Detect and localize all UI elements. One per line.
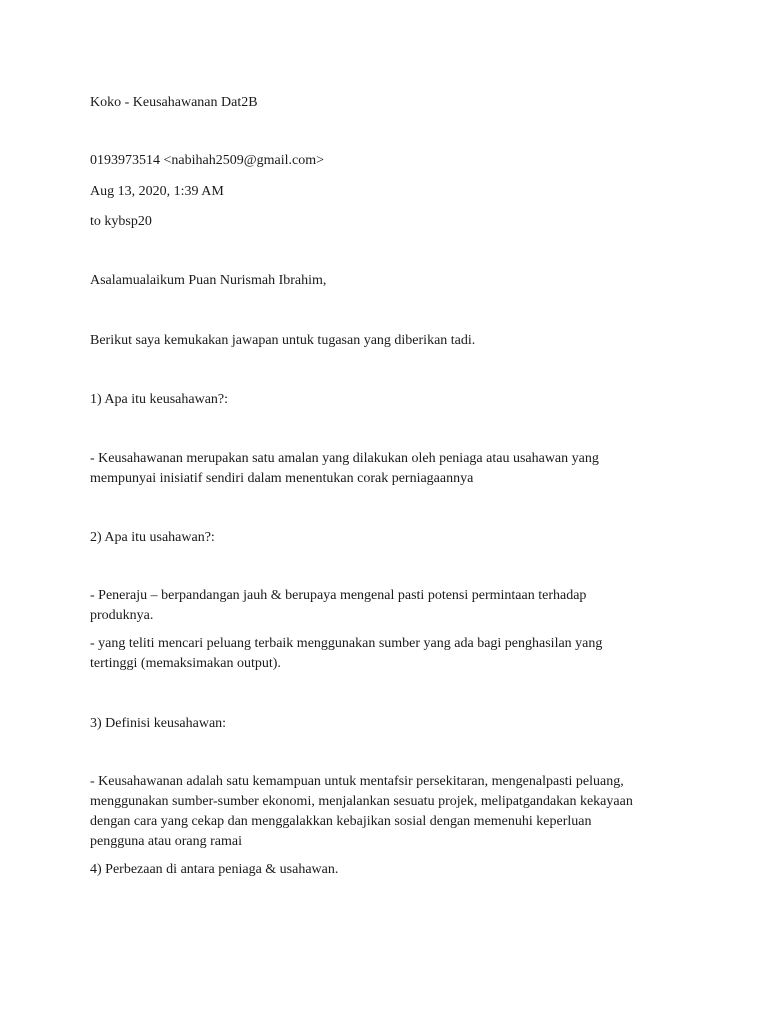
answer-2a-line: produknya.: [90, 608, 154, 623]
answer-2a-line: - Peneraju – berpandangan jauh & berupaya mengenal pasti potensi permintaan terhadap: [90, 588, 587, 603]
answer-1-line: mempunyai inisiatif sendiri dalam menentukan corak perniagaannya: [90, 471, 474, 486]
email-greeting: Asalamualaikum Puan Nurismah Ibrahim,: [90, 273, 327, 288]
answer-2b-line: tertinggi (memaksimakan output).: [90, 656, 281, 671]
email-date: Aug 13, 2020, 1:39 AM: [90, 184, 224, 199]
question-3: 3) Definisi keusahawan:: [90, 716, 227, 731]
answer-3-line: dengan cara yang cekap dan menggalakkan kebajikan sosial dengan memenuhi keperluan: [90, 814, 592, 829]
answer-1-line: - Keusahawanan merupakan satu amalan yang dilakukan oleh peniaga atau usahawan yang: [90, 451, 599, 466]
answer-2b: [90, 634, 690, 674]
answer-2b-line: - yang teliti mencari peluang terbaik menggunakan sumber yang ada bagi penghasilan yang: [90, 636, 603, 651]
email-sender: 0193973514 <nabihah2509@gmail.com>: [90, 153, 324, 168]
answer-3-line: pengguna atau orang ramai: [90, 834, 242, 849]
email-subject: Koko - Keusahawanan Dat2B: [90, 95, 258, 110]
answer-1: [90, 449, 690, 489]
answer-3-line: menggunakan sumber-sumber ekonomi, menjalankan sesuatu projek, melipatgandakan kekayaan: [90, 794, 633, 809]
answer-3-line: - Keusahawanan adalah satu kemampuan untuk mentafsir persekitaran, mengenalpasti peluang,: [90, 774, 624, 789]
email-recipient: to kybsp20: [90, 214, 152, 229]
question-4: 4) Perbezaan di antara peniaga & usahawan.: [90, 862, 339, 877]
email-intro: Berikut saya kemukakan jawapan untuk tugasan yang diberikan tadi.: [90, 333, 476, 348]
question-1: 1) Apa itu keusahawan?:: [90, 392, 229, 407]
question-2: 2) Apa itu usahawan?:: [90, 530, 215, 545]
answer-3: [90, 772, 690, 852]
answer-2a: [90, 586, 690, 626]
